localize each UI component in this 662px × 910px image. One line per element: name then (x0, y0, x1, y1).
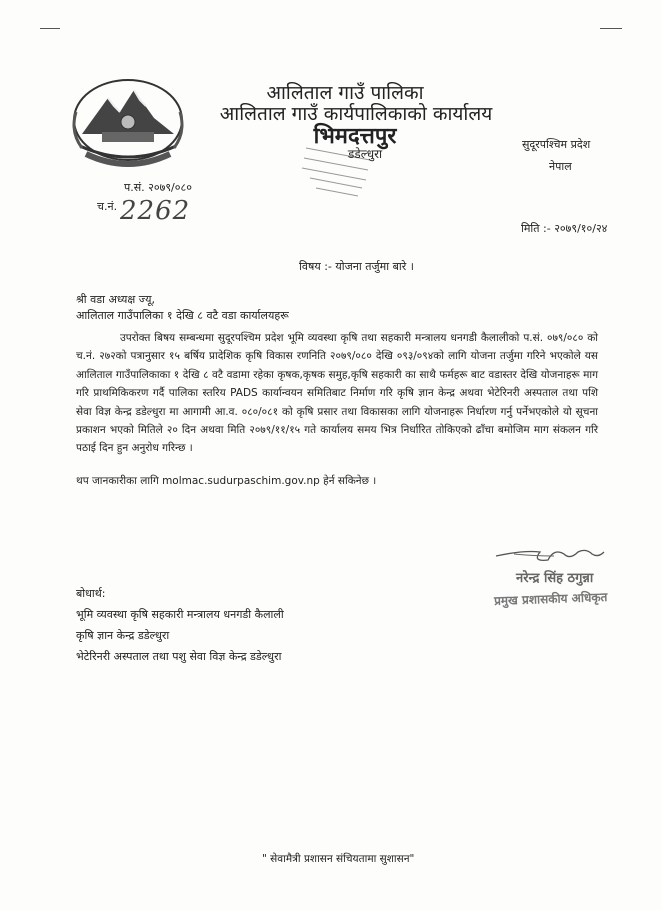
cc-label: बोधार्थ: (76, 587, 106, 600)
province-name: सुदूरपश्चिम प्रदेश (522, 138, 591, 151)
cc-item: कृषि ज्ञान केन्द्र डडेल्धुरा (76, 629, 170, 642)
nepal-emblem-icon (68, 72, 188, 176)
scan-edge-mark (600, 28, 622, 29)
office-location: भिमदत्तपुर (313, 124, 397, 149)
signer-title: प्रमुख प्रशासकीय अधिकृत (493, 590, 608, 608)
cc-item: भूमि व्यवस्था कृषि सहकारी मन्त्रालय धनगडी कैलाली (76, 608, 284, 621)
letter-subject: विषय :- योजना तर्जुमा बारे । (299, 260, 414, 273)
more-info-line: थप जानकारीका लागि molmac.sudurpaschim.gov.np हेर्न सकिनेछ । (76, 475, 377, 487)
scan-edge-mark (40, 28, 60, 29)
signature-icon (494, 542, 606, 568)
letter-cn-label: च.नं. (97, 200, 118, 213)
letter-body: उपरोक्त बिषय सम्बन्धमा सुदूरपश्चिम प्रदेश भूमि व्यवस्था कृषि तथा सहकारी मन्त्रालय धनगडी कैलालीको प.सं. ०७९/०८० को च.नं. २७२को पत्रानुसार १५ बर्षिय प्रादेशिक कृषि विकास रणनिति २०७९/०८० देखि ०९३/०९४को लागि योजना तर्जुमा गरिने भएकोले यस आलिताल गाउँपालिकाका १ देखि ८ वटै वडामा रहेका कृषक,कृषक समुह,कृषि सहकारी का साथै फर्महरू बाट वडास्तर देखि योजनाहरू माग गरि प्राथमिकिकरण गर्दै पालिका स्तरिय PADS कार्यान्वयन समितिबाट निर्माण गरि कृषि ज्ञान केन्द्र अथवा भेटेरिनरी अस्पताल तथा पशि सेवा विज्ञ केन्द्र डडेल्धुरा मा आगामी आ.व. ०८०/०८१ को कृषि प्रसार तथा विकासका लागि योजनाहरू निर्धारण गर्नु पर्नेभएकोले यो सूचना प्रकाशन भएको मितिले २० दिन अथवा मिति २०७९/११/१५ गते कार्यालय समय भित्र निर्धारित तोकिएको ढाँचा बमोजिम माग संकलन गरि पठाई दिन हुन अनुरोध गरिन्छ । (76, 332, 598, 455)
addressee: आलिताल गाउँपालिका १ देखि ८ वटै वडा कार्यालयहरू (76, 309, 289, 322)
municipality-name: आलिताल गाउँ पालिका (266, 82, 424, 104)
office-name: आलिताल गाउँ कार्यपालिकाको कार्यालय (219, 103, 493, 125)
letter-date: मिति :- २०७९/१०/२४ (521, 222, 608, 235)
salutation: श्री वडा अध्यक्ष ज्यू, (76, 293, 155, 306)
signer-name: नरेन्द्र सिंह ठगुन्ना (516, 571, 594, 586)
letter-ps-number: प.सं. २०७९/०८० (124, 181, 192, 194)
country-name: नेपाल (549, 160, 572, 173)
cc-item: भेटेरिनरी अस्पताल तथा पशु सेवा विज्ञ केन्द्र डडेल्धुरा (76, 650, 282, 663)
district-name: डडेल्धुरा (347, 147, 383, 161)
office-motto: " सेवामैत्री प्रशासन संचियतामा सुशासन" (262, 853, 415, 865)
handwritten-cn-number: 2262 (120, 196, 191, 226)
